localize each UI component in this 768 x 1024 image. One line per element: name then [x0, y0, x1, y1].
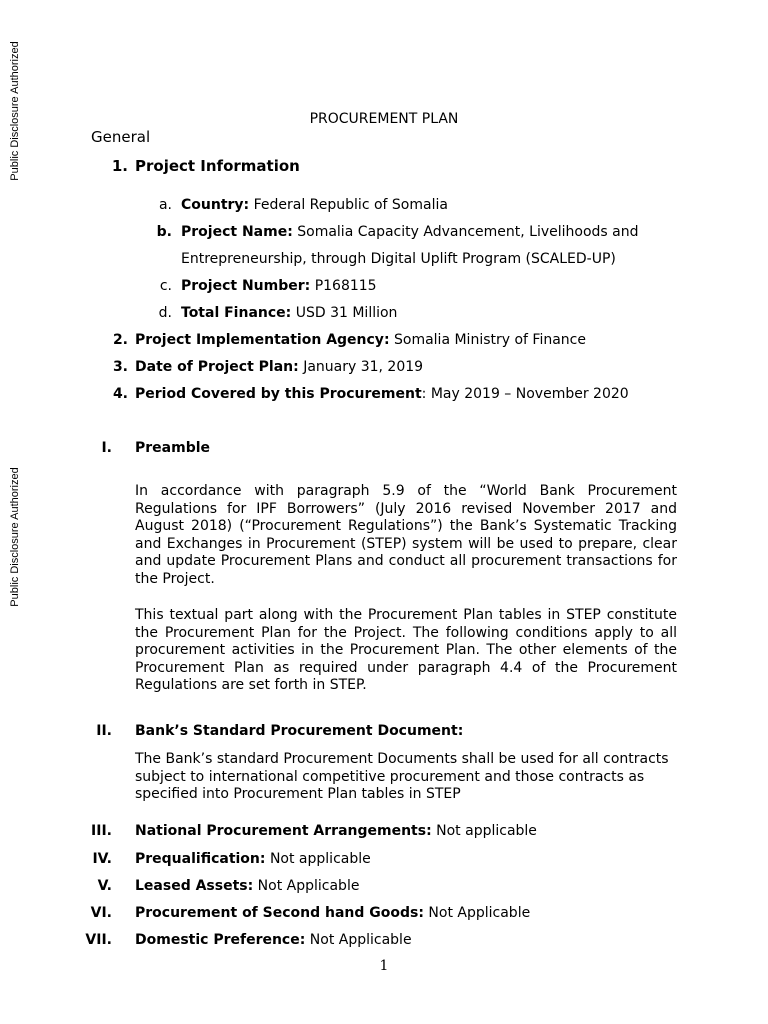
total-finance-label: Total Finance:: [181, 305, 292, 321]
project-name-label: Project Name:: [181, 224, 293, 240]
project-name-line: [181, 224, 638, 240]
prequalification-value: Not applicable: [269, 851, 371, 867]
plan-date-label: Date of Project Plan:: [135, 359, 299, 375]
plan-date-line: [135, 359, 423, 375]
project-number-label: Project Number:: [181, 278, 311, 294]
sub-letter: b.: [156, 224, 172, 240]
item-number: 3.: [112, 359, 128, 375]
prequalification-line: [135, 851, 371, 867]
second-hand-goods-label: Procurement of Second hand Goods:: [135, 905, 424, 921]
second-hand-goods-value: Not Applicable: [428, 905, 531, 921]
roman-number: V.: [97, 878, 112, 894]
country-line: [181, 197, 448, 213]
preamble-heading: Preamble: [135, 440, 211, 456]
national-arrangements-value: Not applicable: [436, 823, 537, 839]
roman-number: VI.: [90, 905, 112, 921]
domestic-preference-value: Not Applicable: [309, 932, 412, 948]
item-number: 1.: [111, 157, 128, 175]
domestic-preference-line: [135, 932, 412, 948]
plan-date-value: January 31, 2019: [303, 359, 424, 375]
roman-number: II.: [96, 723, 112, 739]
project-name-value-cont: Entrepreneurship, through Digital Uplift Program (SCALED-UP): [181, 251, 616, 267]
side-label-bottom: Public Disclosure Authorized: [9, 467, 21, 607]
period-line: [135, 386, 629, 402]
roman-number: IV.: [92, 851, 112, 867]
country-value: Federal Republic of Somalia: [253, 197, 448, 213]
sub-letter: c.: [159, 278, 172, 294]
sub-letter: d.: [158, 305, 172, 321]
section-general: General: [91, 128, 151, 146]
national-arrangements-line: [135, 823, 537, 839]
prequalification-label: Prequalification:: [135, 851, 266, 867]
bank-spd-heading: Bank’s Standard Procurement Document:: [135, 723, 464, 739]
total-finance-value: USD 31 Million: [295, 305, 398, 321]
agency-line: [135, 332, 586, 348]
preamble-paragraph-1: In accordance with paragraph 5.9 of the “World Bank Procurement Regulations for IPF Borrowers” (July 2016 revised November 2017 and August 2018) (“Procurement Regulations”) the Bank’s Systematic Tracking and Exchanges in Procurement (STEP) system will be used to prepare, clear and update Procurement Plans and conduct all procurement transactions for the Project.: [135, 483, 677, 587]
total-finance-line: [181, 305, 397, 321]
agency-label: Project Implementation Agency:: [135, 332, 390, 348]
bank-spd-paragraph: The Bank’s standard Procurement Documents shall be used for all contracts subject to international competitive procurement and those contracts as specified into Procurement Plan tables in STEP: [135, 751, 669, 802]
domestic-preference-label: Domestic Preference:: [135, 932, 306, 948]
national-arrangements-label: National Procurement Arrangements:: [135, 823, 432, 839]
page-number: 1: [379, 958, 389, 974]
roman-number: I.: [101, 440, 112, 456]
period-label: Period Covered by this Procurement: [135, 386, 422, 402]
leased-assets-label: Leased Assets:: [135, 878, 254, 894]
roman-number: VII.: [85, 932, 112, 948]
project-info-heading: Project Information: [135, 157, 300, 175]
leased-assets-value: Not Applicable: [257, 878, 360, 894]
item-number: 2.: [112, 332, 128, 348]
side-label-top: Public Disclosure Authorized: [9, 41, 21, 181]
roman-number: III.: [91, 823, 112, 839]
project-number-line: [181, 278, 377, 294]
item-number: 4.: [112, 386, 128, 402]
country-label: Country:: [181, 197, 250, 213]
sub-letter: a.: [158, 197, 172, 213]
agency-value: Somalia Ministry of Finance: [394, 332, 586, 348]
project-number-value: P168115: [314, 278, 377, 294]
second-hand-goods-line: [135, 905, 530, 921]
project-name-value: Somalia Capacity Advancement, Livelihoods and: [297, 224, 639, 240]
period-value: : May 2019 – November 2020: [421, 386, 629, 402]
leased-assets-line: [135, 878, 359, 894]
preamble-paragraph-2: This textual part along with the Procurement Plan tables in STEP constitute the Procurement Plan for the Project. The following conditions apply to all procurement activities in the Procurement Plan. The other elements of the Procurement Plan as required under paragraph 4.4 of the Procurement Regulations are set forth in STEP.: [135, 607, 677, 693]
page-title: PROCUREMENT PLAN: [309, 111, 459, 127]
